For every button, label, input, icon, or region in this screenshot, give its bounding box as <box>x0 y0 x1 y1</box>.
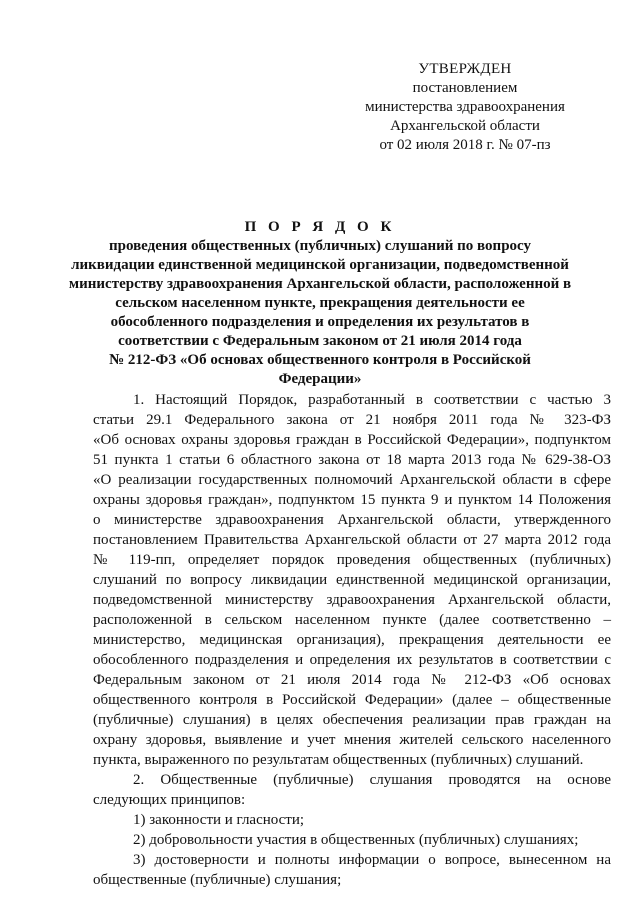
approval-heading: УТВЕРЖДЕН <box>418 61 512 77</box>
approval-line: постановлением <box>412 80 518 96</box>
paragraph-1-line: охраны здоровья граждан», подпунктом 15 пункта 9 и пунктом 14 Положения <box>93 492 611 508</box>
paragraph-1-line: 51 пункта 1 статьи 6 областного закона от 18 марта 2013 года № 629-38-ОЗ <box>93 452 611 468</box>
document-body <box>93 390 611 890</box>
title-line: сельском населенном пункте, прекращения деятельности ее <box>115 295 525 311</box>
title-line: Федерации» <box>278 371 362 387</box>
paragraph-1-line: слушаний по вопросу ликвидации единственной медицинской организации, <box>93 572 611 588</box>
document-title-block <box>60 218 580 389</box>
paragraph-1-line: обособленного подразделения и определения их результатов в соответствии с <box>93 652 611 668</box>
title-line: министерству здравоохранения Архангельской области, расположенной в <box>68 276 572 292</box>
title-line: проведения общественных (публичных) слушаний по вопросу <box>108 238 532 254</box>
list-item-continuation: общественные (публичные) слушания; <box>93 872 342 888</box>
paragraph-1-line: 1. Настоящий Порядок, разработанный в соответствии с частью 3 <box>133 392 611 408</box>
approval-line: Архангельской области <box>390 118 540 134</box>
paragraph-2-line: следующих принципов: <box>93 792 246 808</box>
paragraph-2-line: 2. Общественные (публичные) слушания проводятся на основе <box>133 772 611 788</box>
paragraph-1-line: пункта, выраженного по результатам общественных (публичных) слушаний. <box>93 752 584 768</box>
paragraph-1-line: охрану здоровья, выявление и учет мнения жителей сельского населенного <box>93 732 611 748</box>
paragraph-1-line: общественного контроля в Российской Федерации» (далее – общественные <box>93 692 611 708</box>
paragraph-1-line: статьи 29.1 Федерального закона от 21 ноября 2011 года № 323-ФЗ <box>93 412 611 428</box>
list-item: 2) добровольности участия в общественных (публичных) слушаниях; <box>133 832 579 848</box>
approval-line: министерства здравоохранения <box>365 99 565 115</box>
paragraph-1-line: (публичные) слушания) в целях обеспечения реализации прав граждан на <box>93 712 611 728</box>
document-title: П О Р Я Д О К <box>244 219 396 235</box>
approval-date-line: от 02 июля 2018 г. № 07-пз <box>379 137 551 153</box>
title-line: № 212-ФЗ «Об основах общественного контроля в Российской <box>109 352 531 368</box>
title-line: соответствии с Федеральным законом от 21 июля 2014 года <box>118 333 522 349</box>
paragraph-1-line: расположенной в сельском населенном пункте (далее соответственно – <box>93 612 611 628</box>
approval-stamp <box>330 60 600 155</box>
paragraph-1-line: министерство, медицинская организация), прекращения деятельности ее <box>93 632 611 648</box>
paragraph-1-line: № 119-пп, определяет порядок проведения общественных (публичных) <box>93 552 611 568</box>
paragraph-1-line: подведомственной министерству здравоохранения Архангельской области, <box>93 592 611 608</box>
list-item: 3) достоверности и полноты информации о вопросе, вынесенном на <box>133 852 611 868</box>
title-line: ликвидации единственной медицинской организации, подведомственной <box>71 257 569 273</box>
paragraph-1-line: «О реализации государственных полномочий Архангельской области в сфере <box>93 472 611 488</box>
list-item: 1) законности и гласности; <box>133 812 305 828</box>
title-line: обособленного подразделения и определения их результатов в <box>110 314 530 330</box>
paragraph-1-line: о министерстве здравоохранения Архангельской области, утвержденного <box>93 512 611 528</box>
paragraph-1-line: «Об основах охраны здоровья граждан в Российской Федерации», подпунктом <box>93 432 611 448</box>
paragraph-1-line: Федеральным законом от 21 июля 2014 года № 212-ФЗ «Об основах <box>93 672 611 688</box>
paragraph-1-line: постановлением Правительства Архангельской области от 27 марта 2012 года <box>93 532 611 548</box>
